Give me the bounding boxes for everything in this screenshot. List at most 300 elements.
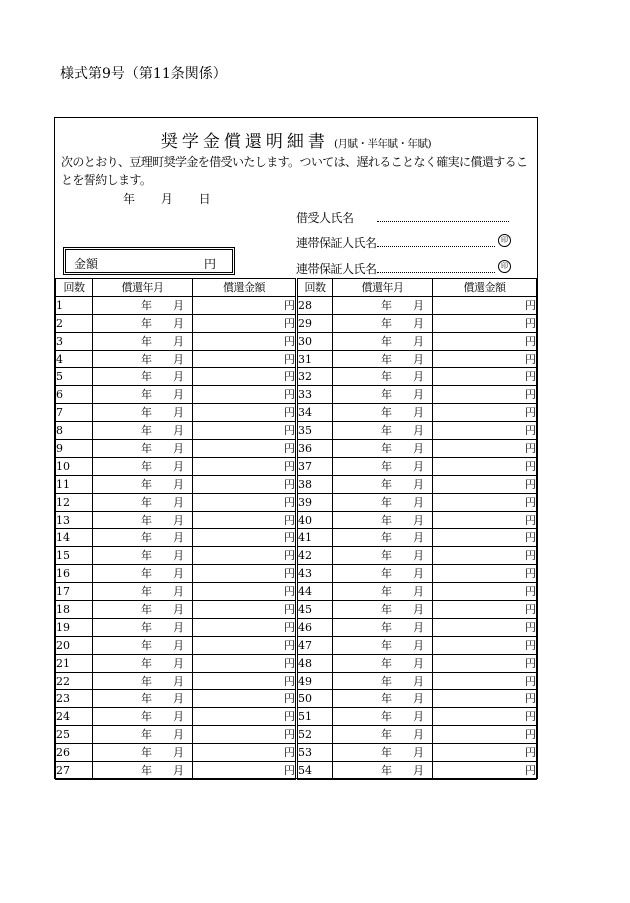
yen-mark: 円 xyxy=(284,441,295,455)
year-mark: 年 xyxy=(381,549,392,563)
amount-cell[interactable] xyxy=(193,708,297,726)
year-month-cell[interactable] xyxy=(93,565,193,583)
year-month-cell[interactable] xyxy=(93,744,193,762)
installment-number: 50 xyxy=(297,690,333,708)
amount-cell[interactable] xyxy=(433,762,537,780)
month-mark: 月 xyxy=(413,334,424,348)
installment-number: 37 xyxy=(297,457,333,475)
year-month-cell[interactable] xyxy=(333,547,433,565)
yen-mark: 円 xyxy=(525,352,536,366)
year-month-cell[interactable] xyxy=(333,690,433,708)
month-mark: 月 xyxy=(173,620,184,634)
amount-cell[interactable] xyxy=(193,726,297,744)
guarantor-label-2: 連帯保証人氏名 xyxy=(296,262,377,276)
table-row xyxy=(56,529,537,547)
month-mark: 月 xyxy=(173,495,184,509)
year-mark: 年 xyxy=(141,316,152,330)
month-mark: 月 xyxy=(173,334,184,348)
year-month-cell[interactable] xyxy=(93,493,193,511)
month-mark: 月 xyxy=(173,567,184,581)
year-month-cell[interactable] xyxy=(333,565,433,583)
installment-number: 47 xyxy=(297,636,333,654)
yen-mark: 円 xyxy=(284,602,295,616)
seal-mark-2: 印 xyxy=(498,260,511,273)
year-month-cell[interactable] xyxy=(93,547,193,565)
table-row xyxy=(56,744,537,762)
year-month-cell[interactable] xyxy=(333,368,433,386)
year-month-cell[interactable] xyxy=(333,350,433,368)
month-mark: 月 xyxy=(413,549,424,563)
month-mark: 月 xyxy=(413,459,424,473)
year-mark: 年 xyxy=(141,692,152,706)
amount-cell[interactable] xyxy=(433,672,537,690)
amount-cell[interactable] xyxy=(433,601,537,619)
installment-number: 22 xyxy=(56,672,93,690)
year-month-cell[interactable] xyxy=(93,475,193,493)
month-mark: 月 xyxy=(413,728,424,742)
year-month-cell[interactable] xyxy=(93,332,193,350)
table-row xyxy=(56,475,537,493)
pledge-text: 次のとおり、豆理町奨学金を借受いたします。ついては、遅れることなく確実に償還することを誓約します。 xyxy=(61,155,528,187)
repayment-statement xyxy=(54,117,538,779)
year-month-cell[interactable] xyxy=(93,726,193,744)
amount-cell[interactable] xyxy=(193,583,297,601)
year-month-cell[interactable] xyxy=(333,708,433,726)
year-mark: 年 xyxy=(141,406,152,420)
installment-number: 38 xyxy=(297,475,333,493)
year-month-cell[interactable] xyxy=(333,726,433,744)
year-mark: 年 xyxy=(141,728,152,742)
year-month-cell[interactable] xyxy=(93,314,193,332)
year-month-cell[interactable] xyxy=(93,618,193,636)
installment-number: 2 xyxy=(56,314,93,332)
year-month-cell[interactable] xyxy=(333,762,433,780)
table-row xyxy=(56,511,537,529)
year-mark: 年 xyxy=(381,746,392,760)
guarantor-name-line-2[interactable] xyxy=(377,272,495,273)
installment-number: 27 xyxy=(56,762,93,780)
amount-cell[interactable] xyxy=(193,565,297,583)
month-mark: 月 xyxy=(413,710,424,724)
installment-number: 54 xyxy=(297,762,333,780)
installment-number: 24 xyxy=(56,708,93,726)
installment-number: 14 xyxy=(56,529,93,547)
yen-mark: 円 xyxy=(284,763,295,777)
year-month-cell[interactable] xyxy=(93,529,193,547)
year-month-cell[interactable] xyxy=(93,690,193,708)
yen-mark: 円 xyxy=(525,370,536,384)
installment-number: 52 xyxy=(297,726,333,744)
date-year: 年 xyxy=(123,192,136,206)
yen-mark: 円 xyxy=(525,477,536,491)
year-mark: 年 xyxy=(381,585,392,599)
installment-number: 51 xyxy=(297,708,333,726)
yen-mark: 円 xyxy=(525,692,536,706)
yen-mark: 円 xyxy=(525,567,536,581)
year-mark: 年 xyxy=(141,370,152,384)
month-mark: 月 xyxy=(173,370,184,384)
table-row xyxy=(56,726,537,744)
year-mark: 年 xyxy=(141,603,152,617)
date-day: 日 xyxy=(198,192,211,206)
amount-cell[interactable] xyxy=(433,296,537,314)
year-month-cell[interactable] xyxy=(93,708,193,726)
month-mark: 月 xyxy=(173,638,184,652)
amount-cell[interactable] xyxy=(193,529,297,547)
table-row xyxy=(56,690,537,708)
month-mark: 月 xyxy=(413,620,424,634)
amount-cell[interactable] xyxy=(433,726,537,744)
year-month-cell[interactable] xyxy=(333,493,433,511)
installment-number: 34 xyxy=(297,404,333,422)
year-mark: 年 xyxy=(141,459,152,473)
amount-cell[interactable] xyxy=(193,475,297,493)
amount-cell[interactable] xyxy=(193,762,297,780)
amount-cell[interactable] xyxy=(193,350,297,368)
month-mark: 月 xyxy=(413,674,424,688)
amount-cell[interactable] xyxy=(433,457,537,475)
year-month-cell[interactable] xyxy=(93,296,193,314)
table-row xyxy=(56,547,537,565)
month-mark: 月 xyxy=(173,674,184,688)
year-month-cell[interactable] xyxy=(333,583,433,601)
amount-cell[interactable] xyxy=(193,636,297,654)
month-mark: 月 xyxy=(413,406,424,420)
table-row xyxy=(56,672,537,690)
year-mark: 年 xyxy=(141,620,152,634)
yen-mark: 円 xyxy=(284,656,295,670)
installment-number: 25 xyxy=(56,726,93,744)
year-month-cell[interactable] xyxy=(333,601,433,619)
amount-cell[interactable] xyxy=(193,332,297,350)
installment-number: 30 xyxy=(297,332,333,350)
yen-mark: 円 xyxy=(284,549,295,563)
year-month-cell[interactable] xyxy=(333,654,433,672)
installment-number: 5 xyxy=(56,368,93,386)
amount-cell[interactable] xyxy=(433,583,537,601)
table-row xyxy=(56,440,537,458)
year-month-cell[interactable] xyxy=(333,672,433,690)
year-mark: 年 xyxy=(381,620,392,634)
month-mark: 月 xyxy=(413,477,424,491)
table-row xyxy=(56,601,537,619)
month-mark: 月 xyxy=(413,316,424,330)
amount-cell[interactable] xyxy=(433,475,537,493)
yen-mark: 円 xyxy=(284,298,295,312)
month-mark: 月 xyxy=(173,603,184,617)
installment-number: 23 xyxy=(56,690,93,708)
yen-mark: 円 xyxy=(284,388,295,402)
installment-number: 48 xyxy=(297,654,333,672)
month-mark: 月 xyxy=(173,477,184,491)
installment-number: 11 xyxy=(56,475,93,493)
year-month-cell[interactable] xyxy=(93,368,193,386)
year-mark: 年 xyxy=(141,477,152,491)
year-month-cell[interactable] xyxy=(93,457,193,475)
yen-mark: 円 xyxy=(284,692,295,706)
year-month-cell[interactable] xyxy=(333,404,433,422)
year-mark: 年 xyxy=(141,674,152,688)
year-month-cell[interactable] xyxy=(93,601,193,619)
year-month-cell[interactable] xyxy=(333,618,433,636)
yen-mark: 円 xyxy=(525,531,536,545)
yen-mark: 円 xyxy=(525,585,536,599)
month-mark: 月 xyxy=(173,352,184,366)
year-month-cell[interactable] xyxy=(333,636,433,654)
year-mark: 年 xyxy=(141,513,152,527)
year-month-cell[interactable] xyxy=(93,422,193,440)
month-mark: 月 xyxy=(413,388,424,402)
amount-cell[interactable] xyxy=(193,690,297,708)
amount-cell[interactable] xyxy=(193,440,297,458)
amount-cell[interactable] xyxy=(433,386,537,404)
amount-cell[interactable] xyxy=(193,744,297,762)
yen-mark: 円 xyxy=(284,674,295,688)
month-mark: 月 xyxy=(413,656,424,670)
year-mark: 年 xyxy=(381,710,392,724)
installment-number: 16 xyxy=(56,565,93,583)
year-month-cell[interactable] xyxy=(93,762,193,780)
table-row xyxy=(56,368,537,386)
year-month-cell[interactable] xyxy=(333,511,433,529)
year-month-cell[interactable] xyxy=(333,475,433,493)
month-mark: 月 xyxy=(413,442,424,456)
yen-mark: 円 xyxy=(284,406,295,420)
year-month-cell[interactable] xyxy=(333,529,433,547)
amount-cell[interactable] xyxy=(433,636,537,654)
date-line xyxy=(123,190,211,207)
yen-mark: 円 xyxy=(525,602,536,616)
year-mark: 年 xyxy=(381,638,392,652)
table-row xyxy=(56,636,537,654)
year-mark: 年 xyxy=(141,334,152,348)
table-row xyxy=(56,618,537,636)
amount-cell[interactable] xyxy=(433,314,537,332)
year-month-cell[interactable] xyxy=(93,672,193,690)
borrower-name-line[interactable] xyxy=(377,221,509,222)
yen-mark: 円 xyxy=(284,620,295,634)
amount-cell[interactable] xyxy=(433,708,537,726)
month-mark: 月 xyxy=(173,746,184,760)
month-mark: 月 xyxy=(413,764,424,778)
table-row xyxy=(56,404,537,422)
installment-number: 42 xyxy=(297,547,333,565)
month-mark: 月 xyxy=(413,513,424,527)
year-month-cell[interactable] xyxy=(93,583,193,601)
amount-box[interactable] xyxy=(63,247,235,275)
amount-cell[interactable] xyxy=(433,332,537,350)
year-mark: 年 xyxy=(381,352,392,366)
installment-number: 19 xyxy=(56,618,93,636)
installment-number: 45 xyxy=(297,601,333,619)
year-mark: 年 xyxy=(141,567,152,581)
amount-cell[interactable] xyxy=(193,314,297,332)
amount-cell[interactable] xyxy=(433,654,537,672)
year-month-cell[interactable] xyxy=(333,440,433,458)
amount-cell[interactable] xyxy=(193,368,297,386)
year-mark: 年 xyxy=(141,656,152,670)
year-mark: 年 xyxy=(141,424,152,438)
month-mark: 月 xyxy=(173,692,184,706)
year-month-cell[interactable] xyxy=(333,386,433,404)
amount-cell[interactable] xyxy=(433,440,537,458)
amount-cell[interactable] xyxy=(193,404,297,422)
yen-mark: 円 xyxy=(284,477,295,491)
month-mark: 月 xyxy=(173,710,184,724)
installment-number: 49 xyxy=(297,672,333,690)
amount-cell[interactable] xyxy=(193,511,297,529)
installment-number: 46 xyxy=(297,618,333,636)
amount-cell[interactable] xyxy=(193,618,297,636)
yen-mark: 円 xyxy=(284,585,295,599)
table-row xyxy=(56,296,537,314)
month-mark: 月 xyxy=(173,585,184,599)
amount-cell[interactable] xyxy=(433,565,537,583)
installment-number: 12 xyxy=(56,493,93,511)
amount-cell[interactable] xyxy=(193,457,297,475)
installment-number: 26 xyxy=(56,744,93,762)
month-mark: 月 xyxy=(173,316,184,330)
guarantor-name-line-1[interactable] xyxy=(377,246,495,247)
year-month-cell[interactable] xyxy=(333,296,433,314)
year-month-cell[interactable] xyxy=(333,314,433,332)
amount-cell[interactable] xyxy=(193,672,297,690)
year-mark: 年 xyxy=(381,316,392,330)
amount-cell[interactable] xyxy=(433,368,537,386)
yen-mark: 円 xyxy=(525,656,536,670)
year-mark: 年 xyxy=(141,388,152,402)
title-suffix: (月賦・半年賦・年賦) xyxy=(333,138,432,150)
installment-number: 3 xyxy=(56,332,93,350)
year-month-cell[interactable] xyxy=(333,332,433,350)
month-mark: 月 xyxy=(413,352,424,366)
year-month-cell[interactable] xyxy=(333,744,433,762)
amount-cell[interactable] xyxy=(433,350,537,368)
month-mark: 月 xyxy=(413,531,424,545)
yen-mark: 円 xyxy=(284,728,295,742)
year-month-cell[interactable] xyxy=(93,636,193,654)
year-mark: 年 xyxy=(381,674,392,688)
table-row xyxy=(56,332,537,350)
month-mark: 月 xyxy=(173,406,184,420)
yen-mark: 円 xyxy=(525,728,536,742)
year-month-cell[interactable] xyxy=(93,404,193,422)
installment-number: 53 xyxy=(297,744,333,762)
amount-cell[interactable] xyxy=(193,601,297,619)
col-header-count-2: 回数 xyxy=(297,279,333,297)
installment-number: 43 xyxy=(297,565,333,583)
yen-mark: 円 xyxy=(525,388,536,402)
month-mark: 月 xyxy=(413,424,424,438)
month-mark: 月 xyxy=(173,513,184,527)
year-mark: 年 xyxy=(381,477,392,491)
year-month-cell[interactable] xyxy=(93,350,193,368)
month-mark: 月 xyxy=(413,638,424,652)
year-month-cell[interactable] xyxy=(93,386,193,404)
yen-mark: 円 xyxy=(525,620,536,634)
amount-cell[interactable] xyxy=(433,529,537,547)
amount-cell[interactable] xyxy=(433,547,537,565)
yen-mark: 円 xyxy=(525,513,536,527)
year-mark: 年 xyxy=(381,459,392,473)
amount-cell[interactable] xyxy=(193,296,297,314)
year-mark: 年 xyxy=(381,728,392,742)
month-mark: 月 xyxy=(173,298,184,312)
yen-mark: 円 xyxy=(284,710,295,724)
year-mark: 年 xyxy=(141,352,152,366)
year-mark: 年 xyxy=(141,746,152,760)
yen-mark: 円 xyxy=(284,746,295,760)
yen-mark: 円 xyxy=(284,370,295,384)
month-mark: 月 xyxy=(173,728,184,742)
year-mark: 年 xyxy=(141,764,152,778)
installment-number: 10 xyxy=(56,457,93,475)
amount-cell[interactable] xyxy=(433,493,537,511)
table-header-row xyxy=(56,279,537,297)
year-mark: 年 xyxy=(381,513,392,527)
amount-cell[interactable] xyxy=(193,493,297,511)
amount-cell[interactable] xyxy=(433,618,537,636)
amount-cell[interactable] xyxy=(433,511,537,529)
year-month-cell[interactable] xyxy=(93,440,193,458)
table-row xyxy=(56,350,537,368)
amount-cell[interactable] xyxy=(193,547,297,565)
amount-cell[interactable] xyxy=(193,422,297,440)
year-month-cell[interactable] xyxy=(333,457,433,475)
year-mark: 年 xyxy=(141,710,152,724)
year-mark: 年 xyxy=(141,585,152,599)
month-mark: 月 xyxy=(173,531,184,545)
col-header-amount-2: 償還金額 xyxy=(433,279,537,297)
amount-cell[interactable] xyxy=(433,422,537,440)
month-mark: 月 xyxy=(413,495,424,509)
table-row xyxy=(56,386,537,404)
col-header-year-month: 償還年月 xyxy=(93,279,193,297)
borrower-label: 借受人氏名 xyxy=(296,211,354,225)
year-month-cell[interactable] xyxy=(333,422,433,440)
amount-cell[interactable] xyxy=(193,386,297,404)
year-mark: 年 xyxy=(381,298,392,312)
seal-mark-1: 印 xyxy=(498,234,511,247)
year-mark: 年 xyxy=(381,692,392,706)
installment-number: 20 xyxy=(56,636,93,654)
col-header-amount: 償還金額 xyxy=(193,279,297,297)
installment-number: 8 xyxy=(56,422,93,440)
amount-cell[interactable] xyxy=(433,404,537,422)
yen-mark: 円 xyxy=(284,531,295,545)
yen-mark: 円 xyxy=(525,549,536,563)
month-mark: 月 xyxy=(173,459,184,473)
year-month-cell[interactable] xyxy=(93,654,193,672)
month-mark: 月 xyxy=(173,764,184,778)
year-mark: 年 xyxy=(141,531,152,545)
yen-mark: 円 xyxy=(525,406,536,420)
installment-number: 15 xyxy=(56,547,93,565)
installment-number: 18 xyxy=(56,601,93,619)
year-mark: 年 xyxy=(141,549,152,563)
installment-number: 6 xyxy=(56,386,93,404)
year-mark: 年 xyxy=(381,495,392,509)
amount-cell[interactable] xyxy=(433,690,537,708)
amount-label: 金額 xyxy=(74,257,99,271)
amount-unit: 円 xyxy=(203,257,216,271)
year-month-cell[interactable] xyxy=(93,511,193,529)
amount-cell[interactable] xyxy=(433,744,537,762)
month-mark: 月 xyxy=(413,567,424,581)
installment-number: 33 xyxy=(297,386,333,404)
date-month: 月 xyxy=(160,192,173,206)
amount-cell[interactable] xyxy=(193,654,297,672)
